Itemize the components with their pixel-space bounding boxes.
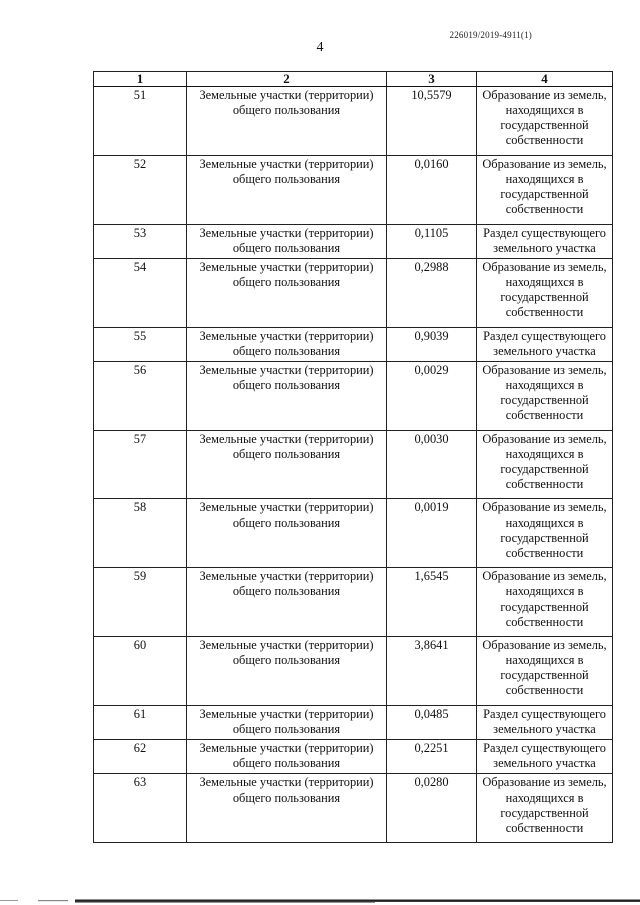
land-plots-table — [93, 71, 613, 843]
formation-method-cell: Образование из земель, находящихся в государственной собственности — [477, 155, 613, 224]
plot-purpose-cell: Земельные участки (территории) общего пользования — [187, 499, 387, 568]
plot-purpose-cell: Земельные участки (территории) общего пользования — [187, 361, 387, 430]
column-header-1: 1 — [94, 72, 187, 87]
row-number-cell: 55 — [94, 327, 187, 361]
plot-area-cell: 0,9039 — [387, 327, 477, 361]
formation-method-cell: Образование из земель, находящихся в государственной собственности — [477, 361, 613, 430]
row-number-cell: 61 — [94, 705, 187, 739]
row-number-cell: 57 — [94, 430, 187, 499]
row-number-cell: 52 — [94, 155, 187, 224]
table-row — [94, 224, 613, 258]
formation-method-cell: Образование из земель, находящихся в государственной собственности — [477, 568, 613, 637]
plot-purpose-cell: Земельные участки (территории) общего пользования — [187, 327, 387, 361]
table-row — [94, 637, 613, 706]
row-number-cell: 53 — [94, 224, 187, 258]
document-reference: 226019/2019-4911(1) — [449, 30, 532, 40]
row-number-cell: 60 — [94, 637, 187, 706]
plot-area-cell: 0,2988 — [387, 258, 477, 327]
row-number-cell: 63 — [94, 774, 187, 843]
plot-area-cell: 1,6545 — [387, 568, 477, 637]
row-number-cell: 58 — [94, 499, 187, 568]
table-body — [94, 87, 613, 843]
plot-area-cell: 0,2251 — [387, 740, 477, 774]
formation-method-cell: Образование из земель, находящихся в государственной собственности — [477, 87, 613, 156]
table-row — [94, 258, 613, 327]
plot-purpose-cell: Земельные участки (территории) общего пользования — [187, 705, 387, 739]
formation-method-cell: Образование из земель, находящихся в государственной собственности — [477, 637, 613, 706]
formation-method-cell: Раздел существующего земельного участка — [477, 705, 613, 739]
table-row — [94, 155, 613, 224]
plot-area-cell: 0,0160 — [387, 155, 477, 224]
plot-purpose-cell: Земельные участки (территории) общего пользования — [187, 87, 387, 156]
plot-purpose-cell: Земельные участки (территории) общего пользования — [187, 430, 387, 499]
table-row — [94, 740, 613, 774]
plot-area-cell: 0,0485 — [387, 705, 477, 739]
table-row — [94, 499, 613, 568]
table-row — [94, 705, 613, 739]
plot-purpose-cell: Земельные участки (территории) общего пользования — [187, 740, 387, 774]
plot-purpose-cell: Земельные участки (территории) общего пользования — [187, 155, 387, 224]
scan-artifact-line — [0, 896, 640, 905]
plot-area-cell: 0,0019 — [387, 499, 477, 568]
page-number: 4 — [316, 40, 324, 55]
table-row — [94, 87, 613, 156]
table-row — [94, 430, 613, 499]
table-row — [94, 774, 613, 843]
formation-method-cell: Образование из земель, находящихся в государственной собственности — [477, 430, 613, 499]
plot-purpose-cell: Земельные участки (территории) общего пользования — [187, 224, 387, 258]
plot-purpose-cell: Земельные участки (территории) общего пользования — [187, 774, 387, 843]
plot-area-cell: 0,1105 — [387, 224, 477, 258]
column-header-2: 2 — [187, 72, 387, 87]
formation-method-cell: Образование из земель, находящихся в государственной собственности — [477, 774, 613, 843]
column-header-3: 3 — [387, 72, 477, 87]
formation-method-cell: Раздел существующего земельного участка — [477, 327, 613, 361]
row-number-cell: 56 — [94, 361, 187, 430]
table-row — [94, 568, 613, 637]
table-row — [94, 361, 613, 430]
plot-purpose-cell: Земельные участки (территории) общего пользования — [187, 568, 387, 637]
row-number-cell: 59 — [94, 568, 187, 637]
formation-method-cell: Раздел существующего земельного участка — [477, 740, 613, 774]
plot-area-cell: 10,5579 — [387, 87, 477, 156]
row-number-cell: 62 — [94, 740, 187, 774]
formation-method-cell: Образование из земель, находящихся в государственной собственности — [477, 499, 613, 568]
formation-method-cell: Раздел существующего земельного участка — [477, 224, 613, 258]
plot-area-cell: 0,0030 — [387, 430, 477, 499]
table-header-row — [94, 72, 613, 87]
table-row — [94, 327, 613, 361]
plot-purpose-cell: Земельные участки (территории) общего пользования — [187, 637, 387, 706]
plot-area-cell: 3,8641 — [387, 637, 477, 706]
row-number-cell: 54 — [94, 258, 187, 327]
plot-area-cell: 0,0029 — [387, 361, 477, 430]
column-header-4: 4 — [477, 72, 613, 87]
formation-method-cell: Образование из земель, находящихся в государственной собственности — [477, 258, 613, 327]
plot-purpose-cell: Земельные участки (территории) общего пользования — [187, 258, 387, 327]
plot-area-cell: 0,0280 — [387, 774, 477, 843]
row-number-cell: 51 — [94, 87, 187, 156]
